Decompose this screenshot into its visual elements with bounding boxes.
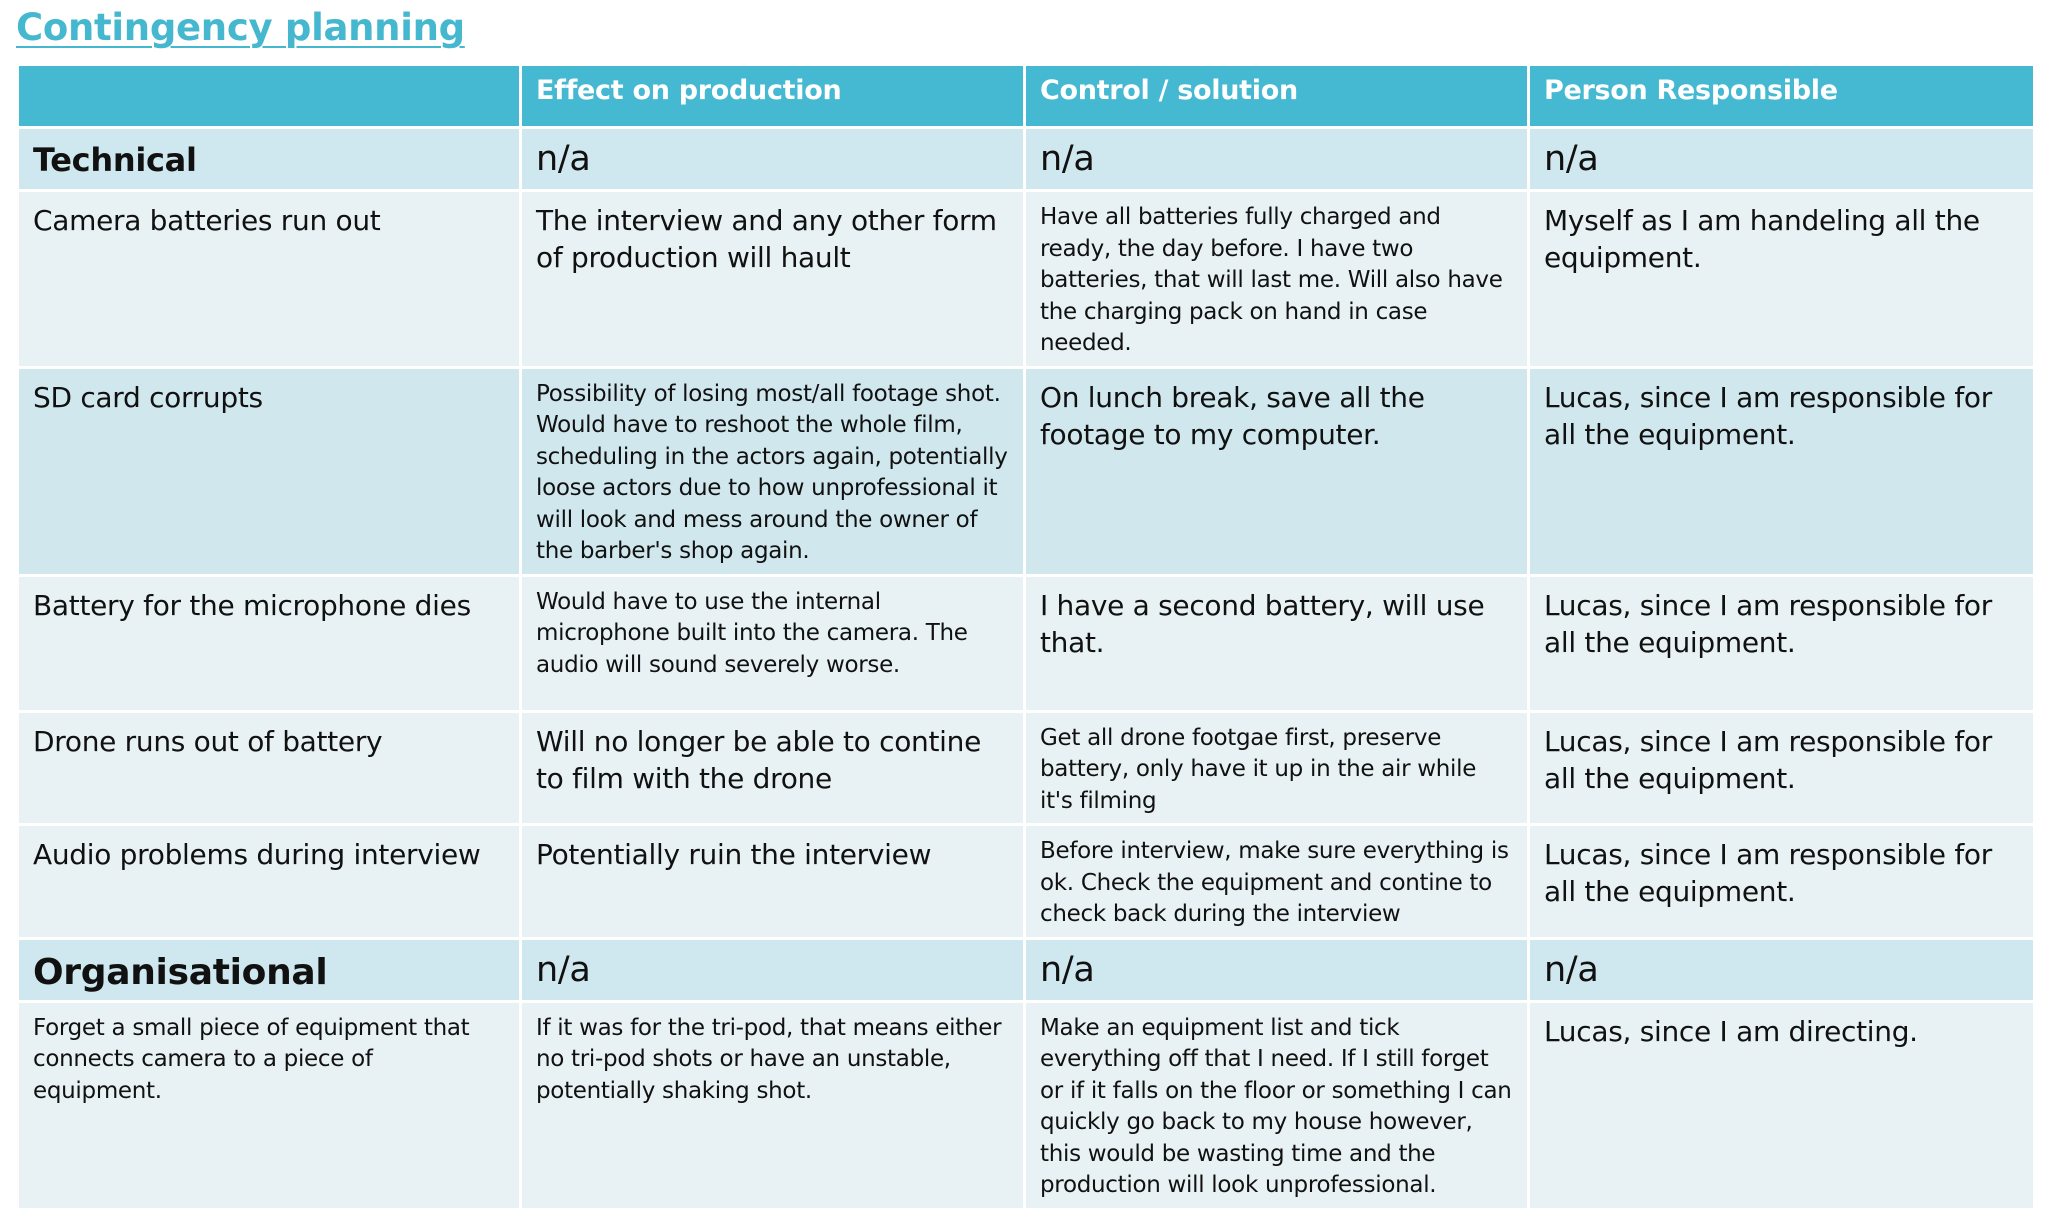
na-cell: n/a [1529,128,2035,191]
control-cell: Make an equipment list and tick everything off that I need. If I still forget or if it falls on the floor or something I can quickly go back to my house however, this would be wasting time and the production will look unprofessional. [1025,1001,1529,1209]
risk-cell: Camera batteries run out [18,191,521,368]
risk-cell: Drone runs out of battery [18,711,521,825]
control-cell: Before interview, make sure everything is ok. Check the equipment and contine to check back during the interview [1025,825,1529,939]
effect-cell: Potentially ruin the interview [521,825,1025,939]
person-cell: Myself as I am handeling all the equipment. [1529,191,2035,368]
person-cell: Lucas, since I am responsible for all the equipment. [1529,367,2035,575]
table-row [18,367,2035,575]
effect-cell: If it was for the tri-pod, that means either no tri-pod shots or have an unstable, potentially shaking shot. [521,1001,1025,1209]
header-person: Person Responsible [1529,65,2035,128]
control-cell: Have all batteries fully charged and ready, the day before. I have two batteries, that will last me. Will also have the charging pack on hand in case needed. [1025,191,1529,368]
person-cell: Lucas, since I am responsible for all the equipment. [1529,825,2035,939]
na-cell: n/a [1025,128,1529,191]
effect-cell: Possibility of losing most/all footage shot. Would have to reshoot the whole film, scheduling in the actors again, potentially loose actors due to how unprofessional it will look and mess around the owner of the barber's shop again. [521,367,1025,575]
effect-cell: Will no longer be able to contine to film with the drone [521,711,1025,825]
table-row [18,711,2035,825]
risk-cell: SD card corrupts [18,367,521,575]
contingency-table [16,63,2036,1211]
page-title: Contingency planning [16,6,465,49]
table-row [18,191,2035,368]
section-row-organisational [18,938,2035,1001]
table-row [18,825,2035,939]
section-label: Technical [18,128,521,191]
risk-cell: Audio problems during interview [18,825,521,939]
effect-cell: Would have to use the internal microphone built into the camera. The audio will sound severely worse. [521,575,1025,711]
control-cell: I have a second battery, will use that. [1025,575,1529,711]
person-cell: Lucas, since I am responsible for all the equipment. [1529,711,2035,825]
header-effect: Effect on production [521,65,1025,128]
table-row [18,1001,2035,1209]
na-cell: n/a [521,938,1025,1001]
header-risk [18,65,521,128]
na-cell: n/a [521,128,1025,191]
risk-cell: Forget a small piece of equipment that connects camera to a piece of equipment. [18,1001,521,1209]
section-row-technical [18,128,2035,191]
control-cell: Get all drone footgae first, preserve battery, only have it up in the air while it's filming [1025,711,1529,825]
effect-cell: The interview and any other form of production will hault [521,191,1025,368]
person-cell: Lucas, since I am directing. [1529,1001,2035,1209]
section-label: Organisational [18,938,521,1001]
risk-cell: Battery for the microphone dies [18,575,521,711]
person-cell: Lucas, since I am responsible for all the equipment. [1529,575,2035,711]
table-row [18,575,2035,711]
header-row [18,65,2035,128]
na-cell: n/a [1529,938,2035,1001]
header-control: Control / solution [1025,65,1529,128]
na-cell: n/a [1025,938,1529,1001]
control-cell: On lunch break, save all the footage to my computer. [1025,367,1529,575]
